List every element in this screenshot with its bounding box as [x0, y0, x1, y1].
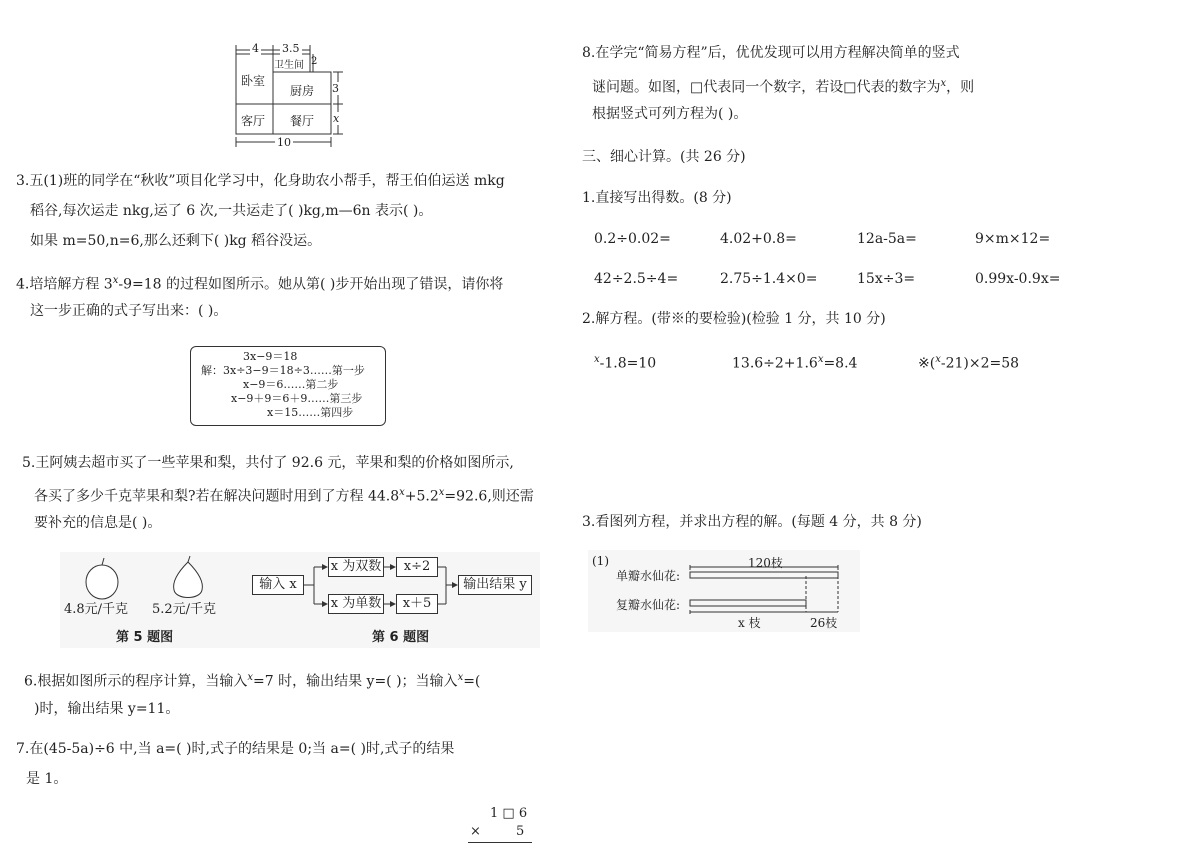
q5-line2-c: =92.6,则还需 [444, 488, 534, 505]
apple-icon [86, 558, 118, 599]
q6-line1 [24, 669, 480, 691]
eq3-var-x: x [935, 354, 941, 365]
label-double: 复瓣水仙花: [616, 598, 681, 612]
dim-top-3-5: 3.5 [282, 42, 300, 55]
q5-figure [60, 552, 250, 648]
calc-2-3: 15x÷3= [857, 271, 916, 287]
eq2-b: =8.4 [823, 355, 858, 372]
dim-kitchen-3: 3 [332, 82, 339, 95]
q4-solution-box [190, 346, 386, 426]
calc-2-4: 0.99x-0.9x= [975, 271, 1061, 287]
label-total: 120枝 [748, 556, 783, 570]
pear-price: 5.2元/千克 [152, 602, 217, 617]
flow-even: x 为双数 [328, 557, 384, 577]
q8-var-x: x [940, 78, 947, 89]
eq1-text: -1.8=10 [599, 355, 657, 372]
fig-number: (1) [592, 554, 609, 568]
q6-line2: )时，输出结果 y=11。 [34, 701, 180, 717]
q8-line2 [592, 75, 974, 97]
part3-title: 3.看图列方程，并求出方程的解。(每题 4 分，共 8 分) [582, 514, 922, 530]
eq1-var-x: x [594, 354, 600, 365]
q6-line1-c: =( [463, 673, 481, 690]
apple-price: 4.8元/千克 [64, 602, 129, 617]
calc-1-4: 9×m×12= [975, 231, 1051, 247]
calc-1-2: 4.02+0.8= [720, 231, 797, 247]
q8-line1: 8.在学完“简易方程”后，优优发现可以用方程解决简单的竖式 [582, 45, 960, 61]
calc-1-1: 0.2÷0.02= [594, 231, 671, 247]
q4-var-x: x [112, 275, 119, 286]
flow-input: 输入 x [252, 575, 304, 595]
q6-var-x: x [247, 672, 253, 683]
calc-2-2: 2.75÷1.4×0= [720, 271, 818, 287]
equation-2 [732, 351, 857, 373]
q4-line2: 这一步正确的式子写出来：( )。 [30, 303, 228, 319]
q5-line2 [34, 484, 534, 506]
vertical-rule [468, 842, 532, 843]
q7-line2: 是 1。 [26, 771, 68, 787]
equation-3 [918, 351, 1019, 373]
dim-top-4: 4 [252, 42, 259, 55]
flow-odd: x 为单数 [328, 594, 384, 614]
label-single: 单瓣水仙花: [616, 569, 681, 583]
equation-1 [594, 351, 656, 373]
vertical-operator: × [470, 824, 481, 839]
q3-line3: 如果 m=50,n=6,那么还剩下( )kg 稻谷没运。 [30, 233, 322, 249]
daffodil-diagram [588, 550, 860, 632]
q5-line2-a: 各买了多少千克苹果和梨?若在解决问题时用到了方程 44.8 [34, 488, 400, 505]
q8-line2-a: 谜问题。如图，□代表同一个数字，若设□代表的数字为 [592, 79, 941, 96]
part2-title: 2.解方程。(带※的要检验)(检验 1 分，共 10 分) [582, 311, 886, 327]
label-x: x 枝 [738, 616, 761, 630]
q4-line1-b: -9=18 的过程如图所示。她从第( )步开始出现了错误，请你将 [118, 276, 504, 293]
q5-caption: 第 5 题图 [116, 630, 174, 645]
flow-output: 输出结果 y [458, 575, 532, 595]
eq3-a: ※( [918, 355, 936, 372]
pear-icon [174, 556, 203, 598]
q4-line1-a: 4.培培解方程 3 [16, 276, 113, 293]
dim-bath-2: 2 [311, 56, 318, 67]
dim-dining-x: x [333, 112, 340, 125]
segment-lines [588, 550, 860, 632]
q3-line2: 稻谷,每次运走 nkg,运了 6 次,一共运走了( )kg,m—6n 表示( )。 [30, 203, 433, 219]
q5-var-x2: x [438, 487, 445, 498]
eq2-a: 13.6÷2+1.6 [732, 355, 818, 372]
room-bathroom: 卫生间 [274, 60, 304, 71]
q5-line1: 5.王阿姨去超市买了一些苹果和梨，共付了 92.6 元，苹果和梨的价格如图所示, [22, 455, 514, 471]
q8-line2-b: ，则 [946, 79, 975, 96]
q5-line2-b: +5.2 [404, 488, 439, 505]
label-extra: 26枝 [810, 616, 838, 630]
q4-step-2: x−9＝6……第二步 [243, 378, 339, 391]
q4-line1 [16, 272, 503, 294]
q3-line1: 3.五(1)班的同学在“秋收”项目化学习中，化身助农小帮手，帮王伯伯运送 mkg [16, 173, 505, 189]
q4-step-0: 3x−9＝18 [243, 350, 298, 363]
calc-1-3: 12a-5a= [857, 231, 917, 247]
vertical-top: 1 □ 6 [490, 806, 528, 821]
part1-title: 1.直接写出得数。(8 分) [582, 190, 732, 206]
dim-bottom-10: 10 [277, 136, 291, 149]
q6-line1-a: 6.根据如图所示的程序计算，当输入 [24, 673, 248, 690]
room-kitchen: 厨房 [290, 84, 315, 98]
flow-plus: x＋5 [396, 594, 438, 614]
flow-div: x÷2 [396, 557, 438, 577]
q7-line1: 7.在(45-5a)÷6 中,当 a=( )时,式子的结果是 0;当 a=( )时,式子的结果 [16, 741, 455, 757]
eq3-b: -21)×2=58 [940, 355, 1020, 372]
q5-var-x1: x [399, 487, 405, 498]
vertical-bottom: 5 [516, 824, 525, 839]
q6-line1-b: =7 时，输出结果 y=( )；当输入 [253, 673, 458, 690]
room-dining: 餐厅 [290, 114, 315, 128]
room-living: 客厅 [241, 114, 266, 128]
q4-step-1: 解：3x÷3−9＝18÷3……第一步 [201, 364, 365, 377]
floorplan-figure [228, 42, 346, 150]
section3-title: 三、细心计算。(共 26 分) [582, 149, 746, 165]
room-bedroom: 卧室 [241, 74, 266, 88]
q4-step-4: x＝15……第四步 [267, 406, 354, 419]
vertical-multiplication [466, 802, 536, 848]
q6-var-x2: x [457, 672, 464, 683]
q6-caption: 第 6 题图 [372, 630, 430, 645]
eq2-var-x: x [817, 354, 824, 365]
calc-2-1: 42÷2.5÷4= [594, 271, 679, 287]
q5-line3: 要补充的信息是( )。 [34, 515, 162, 531]
q4-step-3: x−9＋9＝6＋9……第三步 [231, 392, 363, 405]
q8-line3: 根据竖式可列方程为( )。 [592, 106, 748, 122]
q6-flowchart [250, 552, 540, 648]
